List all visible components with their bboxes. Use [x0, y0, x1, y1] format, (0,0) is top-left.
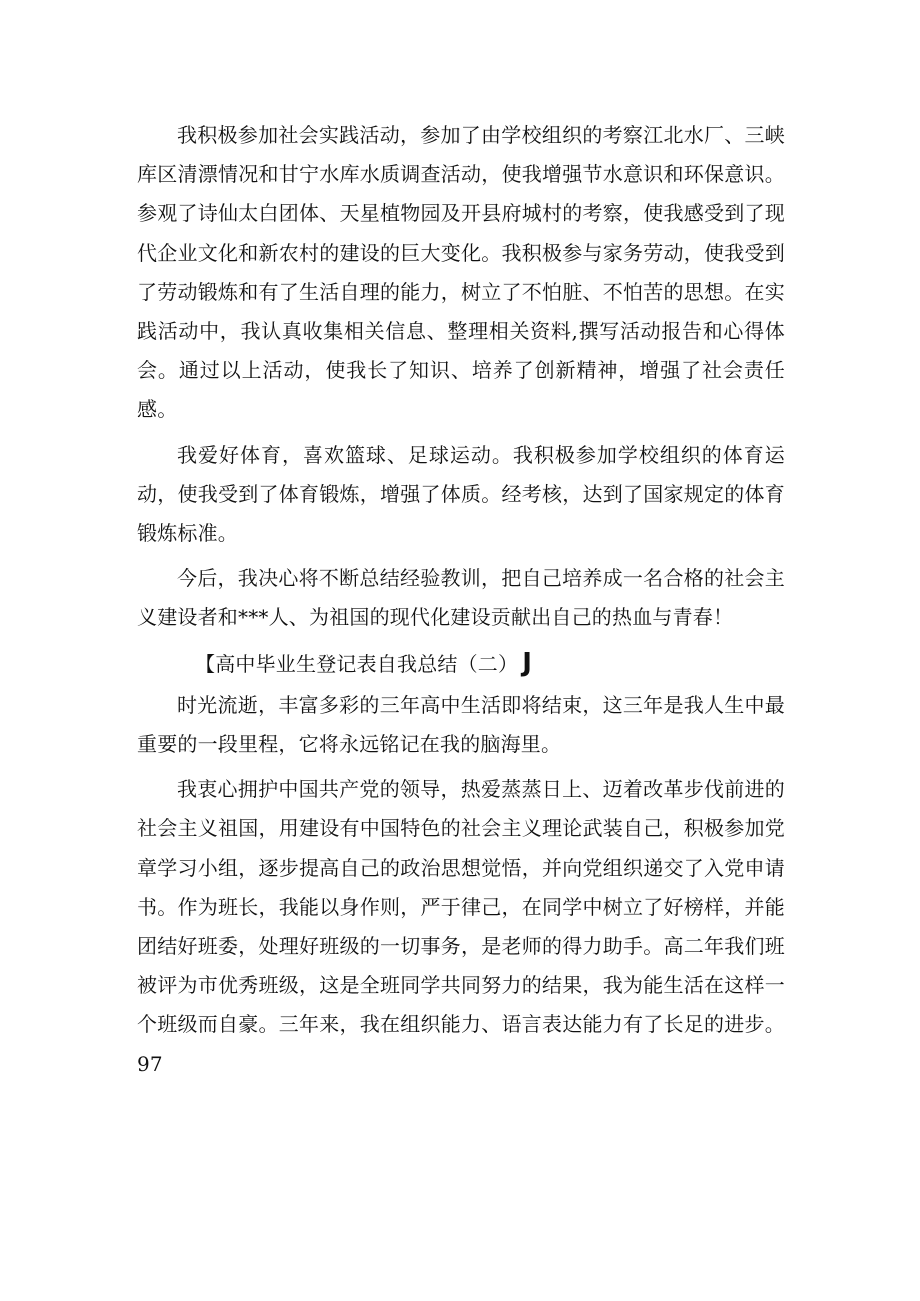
paragraph-social-practice: 我积极参加社会实践活动，参加了由学校组织的考察江北水厂、三峡库区清漂情况和甘宁水库水质调查活动，使我增强节水意识和环保意识。参观了诗仙太白团体、天星植物园及开县府城村的考察，使我感受到了现代企业文化和新农村的建设的巨大变化。我积极参与家务劳动，使我受到了劳动锻炼和有了生活自理的能力，树立了不怕脏、不怕苦的思想。在实践活动中，我认真收集相关信息、整理相关资料,撰写活动报告和心得体会。通过以上活动，使我长了知识、培养了创新精神，增强了社会责任感。 [137, 123, 785, 422]
paragraph-time-passing: 时光流逝，丰富多彩的三年高中生活即将结束，这三年是我人生中最重要的一段里程，它将永远铭记在我的脑海里。 [137, 692, 785, 757]
heading-open-bracket: 【 [195, 651, 216, 676]
document-body [137, 116, 785, 1084]
paragraph-party-support: 我衷心拥护中国共产党的领导，热爱蒸蒸日上、迈着改革步伐前进的社会主义祖国，用建设有中国特色的社会主义理论武装自己，积极参加党章学习小组，逐步提高自己的政治思想觉悟，并向党组织递交了入党申请书。作为班长，我能以身作则，严于律己，在同学中树立了好榜样，并能团结好班委，处理好班级的一切事务，是老师的得力助手。高二年我们班被评为市优秀班级，这是全班同学共同努力的结果，我为能生活在这样一个班级而自豪。三年来，我在组织能力、语言表达能力有了长足的进步。97 [137, 777, 785, 1076]
paragraph-future-resolve: 今后，我决心将不断总结经验教训，把自己培养成一名合格的社会主义建设者和***人、为祖国的现代化建设贡献出自己的热血与青春！ [137, 566, 785, 630]
heading-text: 高中毕业生登记表自我总结（二） [215, 651, 519, 676]
heading-close-mark: J [522, 647, 533, 678]
paragraph-sports: 我爱好体育，喜欢篮球、足球运动。我积极参加学校组织的体育运动，使我受到了体育锻炼，增强了体质。经考核，达到了国家规定的体育锻炼标准。 [137, 442, 785, 546]
section-heading [137, 644, 785, 684]
